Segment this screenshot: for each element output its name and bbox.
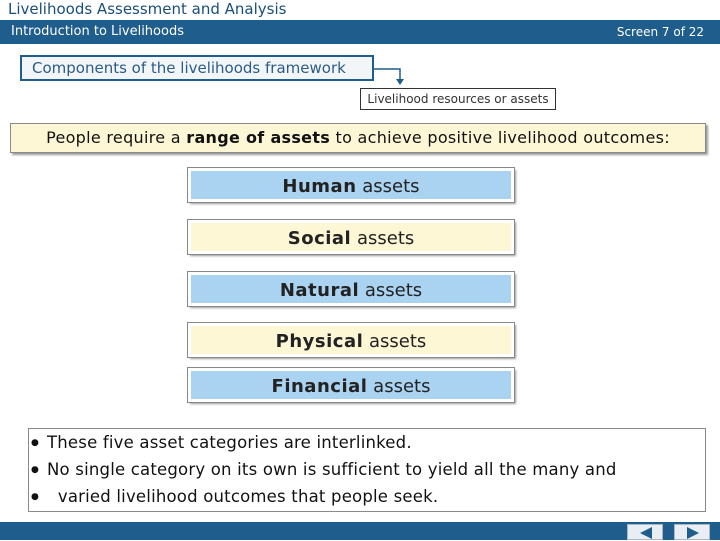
lead-suffix: to achieve positive livelihood outcomes:: [330, 128, 670, 147]
course-title: Introduction to Livelihoods: [11, 24, 184, 39]
app-title: Livelihoods Assessment and Analysis: [0, 0, 720, 20]
triangle-right-icon: [675, 525, 711, 541]
asset-suffix: assets: [367, 376, 431, 397]
breadcrumb-main[interactable]: Components of the livelihoods framework: [20, 55, 374, 81]
notes-box: [28, 428, 706, 512]
asset-name: Natural: [279, 280, 360, 301]
next-button[interactable]: [674, 524, 710, 540]
asset-suffix: assets: [359, 280, 423, 301]
breadcrumb-sub[interactable]: Livelihood resources or assets: [360, 88, 556, 110]
header-bar: [0, 20, 720, 44]
note-text: varied livelihood outcomes that people seek.: [47, 487, 439, 506]
bullet-icon: ●: [31, 438, 40, 448]
bullet-icon: ●: [31, 465, 40, 475]
lead-emphasis: range of assets: [186, 128, 331, 147]
asset-name: Human: [282, 176, 357, 197]
asset-financial[interactable]: [188, 368, 514, 402]
lead-statement: [10, 123, 706, 153]
asset-human[interactable]: [188, 168, 514, 202]
asset-suffix: assets: [356, 176, 420, 197]
lead-prefix: People require a: [46, 128, 187, 147]
connector-arrow-icon: [374, 67, 404, 85]
asset-name: Financial: [271, 376, 368, 397]
note-text: No single category on its own is sufficient to yield all the many and: [47, 460, 617, 479]
footer-bar: [0, 522, 720, 540]
asset-suffix: assets: [351, 228, 415, 249]
asset-name: Social: [287, 228, 352, 249]
triangle-left-icon: [628, 525, 664, 541]
asset-natural[interactable]: [188, 272, 514, 306]
screen-indicator: Screen 7 of 22: [616, 25, 704, 39]
note-text: These five asset categories are interlinked.: [47, 433, 412, 452]
asset-physical[interactable]: [188, 323, 514, 357]
bullet-icon: ●: [31, 492, 40, 502]
asset-suffix: assets: [363, 331, 427, 352]
asset-name: Physical: [275, 331, 364, 352]
back-button[interactable]: [627, 524, 663, 540]
asset-social[interactable]: [188, 220, 514, 254]
